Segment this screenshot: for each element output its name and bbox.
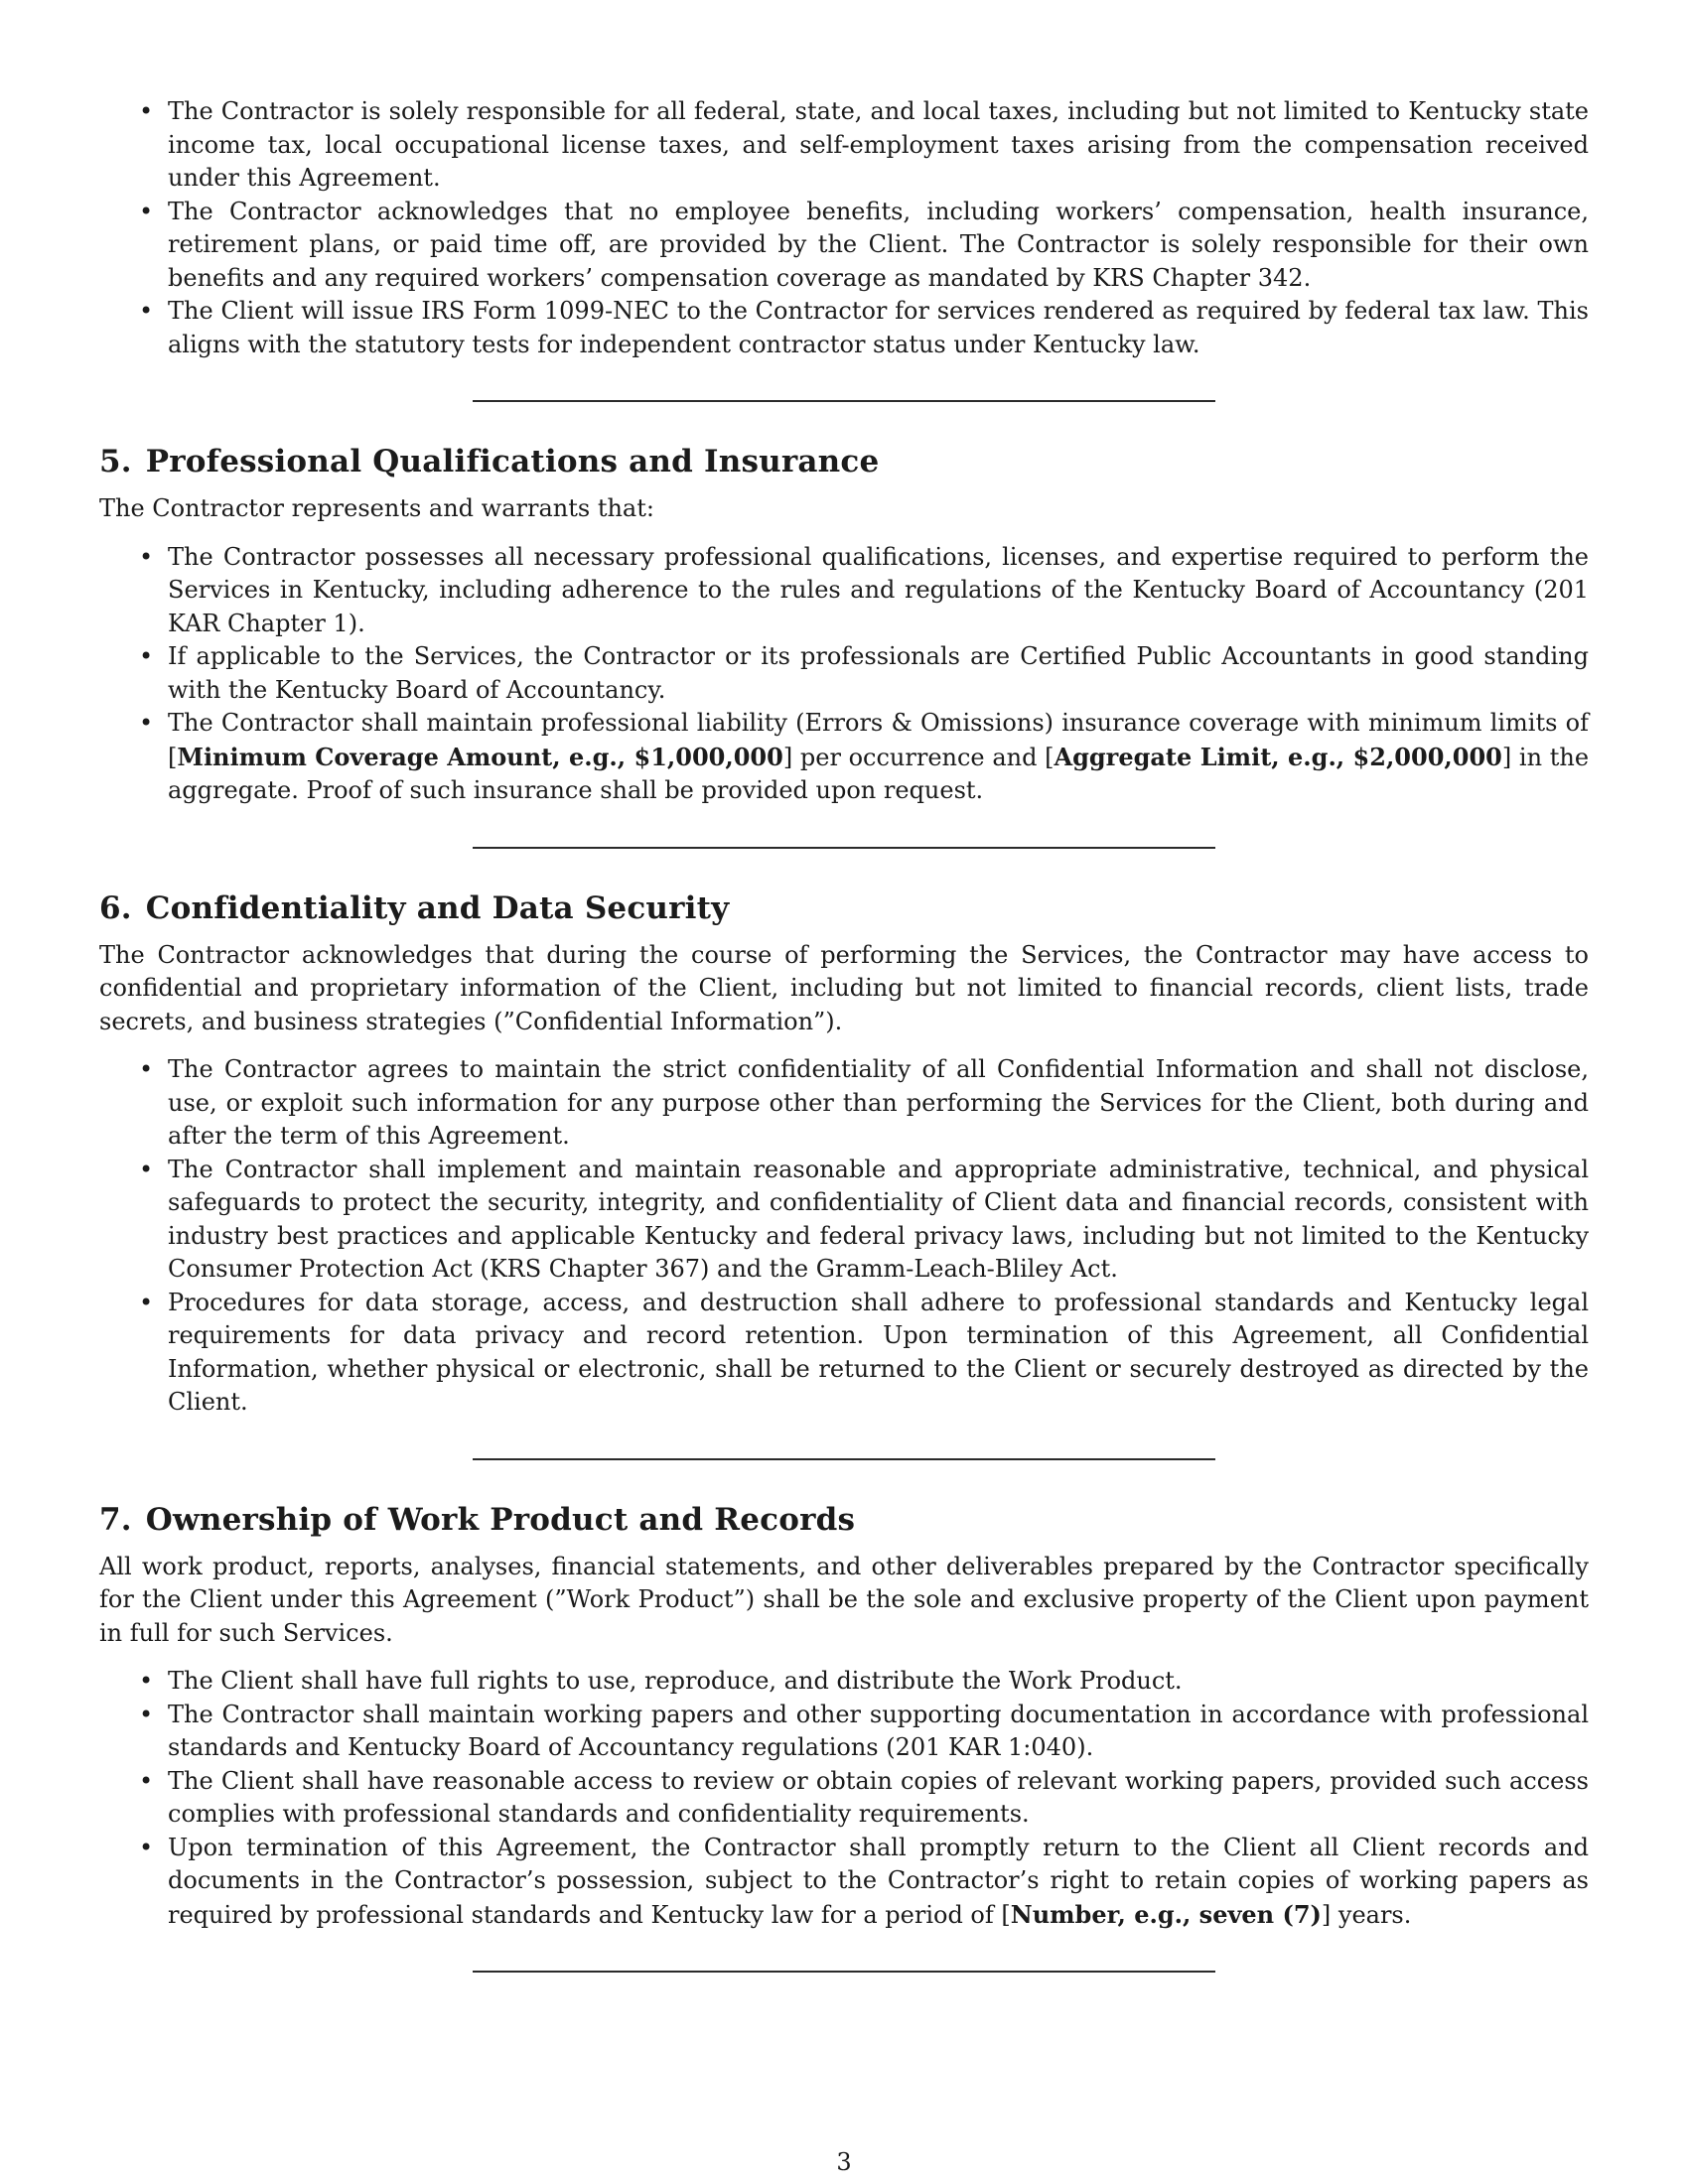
- retention-text: ] years.: [1321, 1900, 1412, 1929]
- section5-number: 5.: [99, 444, 132, 479]
- document-page: [99, 95, 1589, 1973]
- list-item: [99, 1832, 1589, 1933]
- section7-title: Ownership of Work Product and Records: [145, 1501, 856, 1538]
- section5-intro: The Contractor represents and warrants that:: [99, 494, 654, 522]
- section6-intro: The Contractor acknowledges that during the course of performing the Services, the Contractor may have access to confidential and proprietary information of the Client, including but not limited to financial records, client lists, trade secrets, and business strategies (”Confidential Information”).: [99, 940, 1589, 1035]
- section7-intro: All work product, reports, analyses, financial statements, and other deliverables prepared by the Contractor specifically for the Client under this Agreement (”Work Product”) shall be the sole and exclusive property of the Client upon payment in full for such Services.: [99, 1552, 1589, 1647]
- list-item: • If applicable to the Services, the Contractor or its professionals are Certified Public Accountants in good standing with the Kentucky Board of Accountancy.: [99, 640, 1589, 707]
- list-item: [99, 707, 1589, 808]
- section5-bullet-list: [99, 541, 1589, 808]
- insurance-text: ] per occurrence and [: [782, 743, 1055, 771]
- retention-years-placeholder: Number, e.g., seven (7): [1010, 1899, 1322, 1929]
- aggregate-limit-placeholder: Aggregate Limit, e.g., $2,000,000: [1054, 742, 1502, 771]
- section5-title: Professional Qualifications and Insurance: [145, 444, 880, 479]
- section7-heading: [99, 1500, 1589, 1540]
- list-item: • The Client shall have reasonable access to review or obtain copies of relevant working papers, provided such access complies with professional standards and confidentiality requirements.: [99, 1765, 1589, 1832]
- page-number: 3: [836, 2148, 852, 2176]
- section-divider: [473, 1971, 1215, 1973]
- minimum-coverage-placeholder: Minimum Coverage Amount, e.g., $1,000,000: [177, 742, 783, 771]
- insurance-text: The Contractor shall maintain professional liability (Errors & Omissions) insurance coverage with minimum limits of [: [168, 709, 1589, 771]
- list-item: • The Client will issue IRS Form 1099-NEC to the Contractor for services rendered as required by federal tax law. This aligns with the statutory tests for independent contractor status under Kentucky law.: [99, 295, 1589, 361]
- section-divider: [473, 1458, 1215, 1460]
- list-item: • The Contractor shall maintain working papers and other supporting documentation in accordance with professional standards and Kentucky Board of Accountancy regulations (201 KAR 1:040).: [99, 1699, 1589, 1765]
- section7-bullet-list: [99, 1665, 1589, 1932]
- list-item: • The Client shall have full rights to use, reproduce, and distribute the Work Product.: [99, 1665, 1589, 1699]
- list-item: • The Contractor agrees to maintain the strict confidentiality of all Confidential Information and shall not disclose, use, or exploit such information for any purpose other than performing the Services for the Client, both during and after the term of this Agreement.: [99, 1053, 1589, 1154]
- list-item: • Procedures for data storage, access, and destruction shall adhere to professional standards and Kentucky legal requirements for data privacy and record retention. Upon termination of this Agreement, all Confidential Information, whether physical or electronic, shall be returned to the Client or securely destroyed as directed by the Client.: [99, 1287, 1589, 1420]
- section6-title: Confidentiality and Data Security: [145, 889, 730, 926]
- section6-number: 6.: [99, 889, 132, 926]
- section6-bullet-list: [99, 1053, 1589, 1420]
- section4-bullet-list: [99, 95, 1589, 361]
- section-divider: [473, 847, 1215, 849]
- section6-heading: [99, 888, 1589, 928]
- list-item: • The Contractor possesses all necessary professional qualifications, licenses, and expertise required to perform the Services in Kentucky, including adherence to the rules and regulations of the Kentucky Board of Accountancy (201 KAR Chapter 1).: [99, 541, 1589, 641]
- section5-heading: [99, 442, 1589, 481]
- list-item: • The Contractor acknowledges that no employee benefits, including workers’ compensation, health insurance, retirement plans, or paid time off, are provided by the Client. The Contractor is solely responsible for their own benefits and any required workers’ compensation coverage as mandated by KRS Chapter 342.: [99, 196, 1589, 296]
- retention-text: Upon termination of this Agreement, the Contractor shall promptly return to the Client all Client records and documents in the Contractor’s possession, subject to the Contractor’s right to retain copies of working papers as required by professional standards and Kentucky law for a period of [: [168, 1833, 1589, 1929]
- list-item: • The Contractor shall implement and maintain reasonable and appropriate administrative, technical, and physical safeguards to protect the security, integrity, and confidentiality of Client data and financial records, consistent with industry best practices and applicable Kentucky and federal privacy laws, including but not limited to the Kentucky Consumer Protection Act (KRS Chapter 367) and the Gramm-Leach-Bliley Act.: [99, 1154, 1589, 1287]
- insurance-text: ] in the aggregate. Proof of such insurance shall be provided upon request.: [168, 743, 1590, 804]
- section7-number: 7.: [99, 1501, 132, 1538]
- list-item: • The Contractor is solely responsible for all federal, state, and local taxes, including but not limited to Kentucky state income tax, local occupational license taxes, and self-employment taxes arising from the compensation received under this Agreement.: [99, 95, 1589, 196]
- section-divider: [473, 400, 1215, 402]
